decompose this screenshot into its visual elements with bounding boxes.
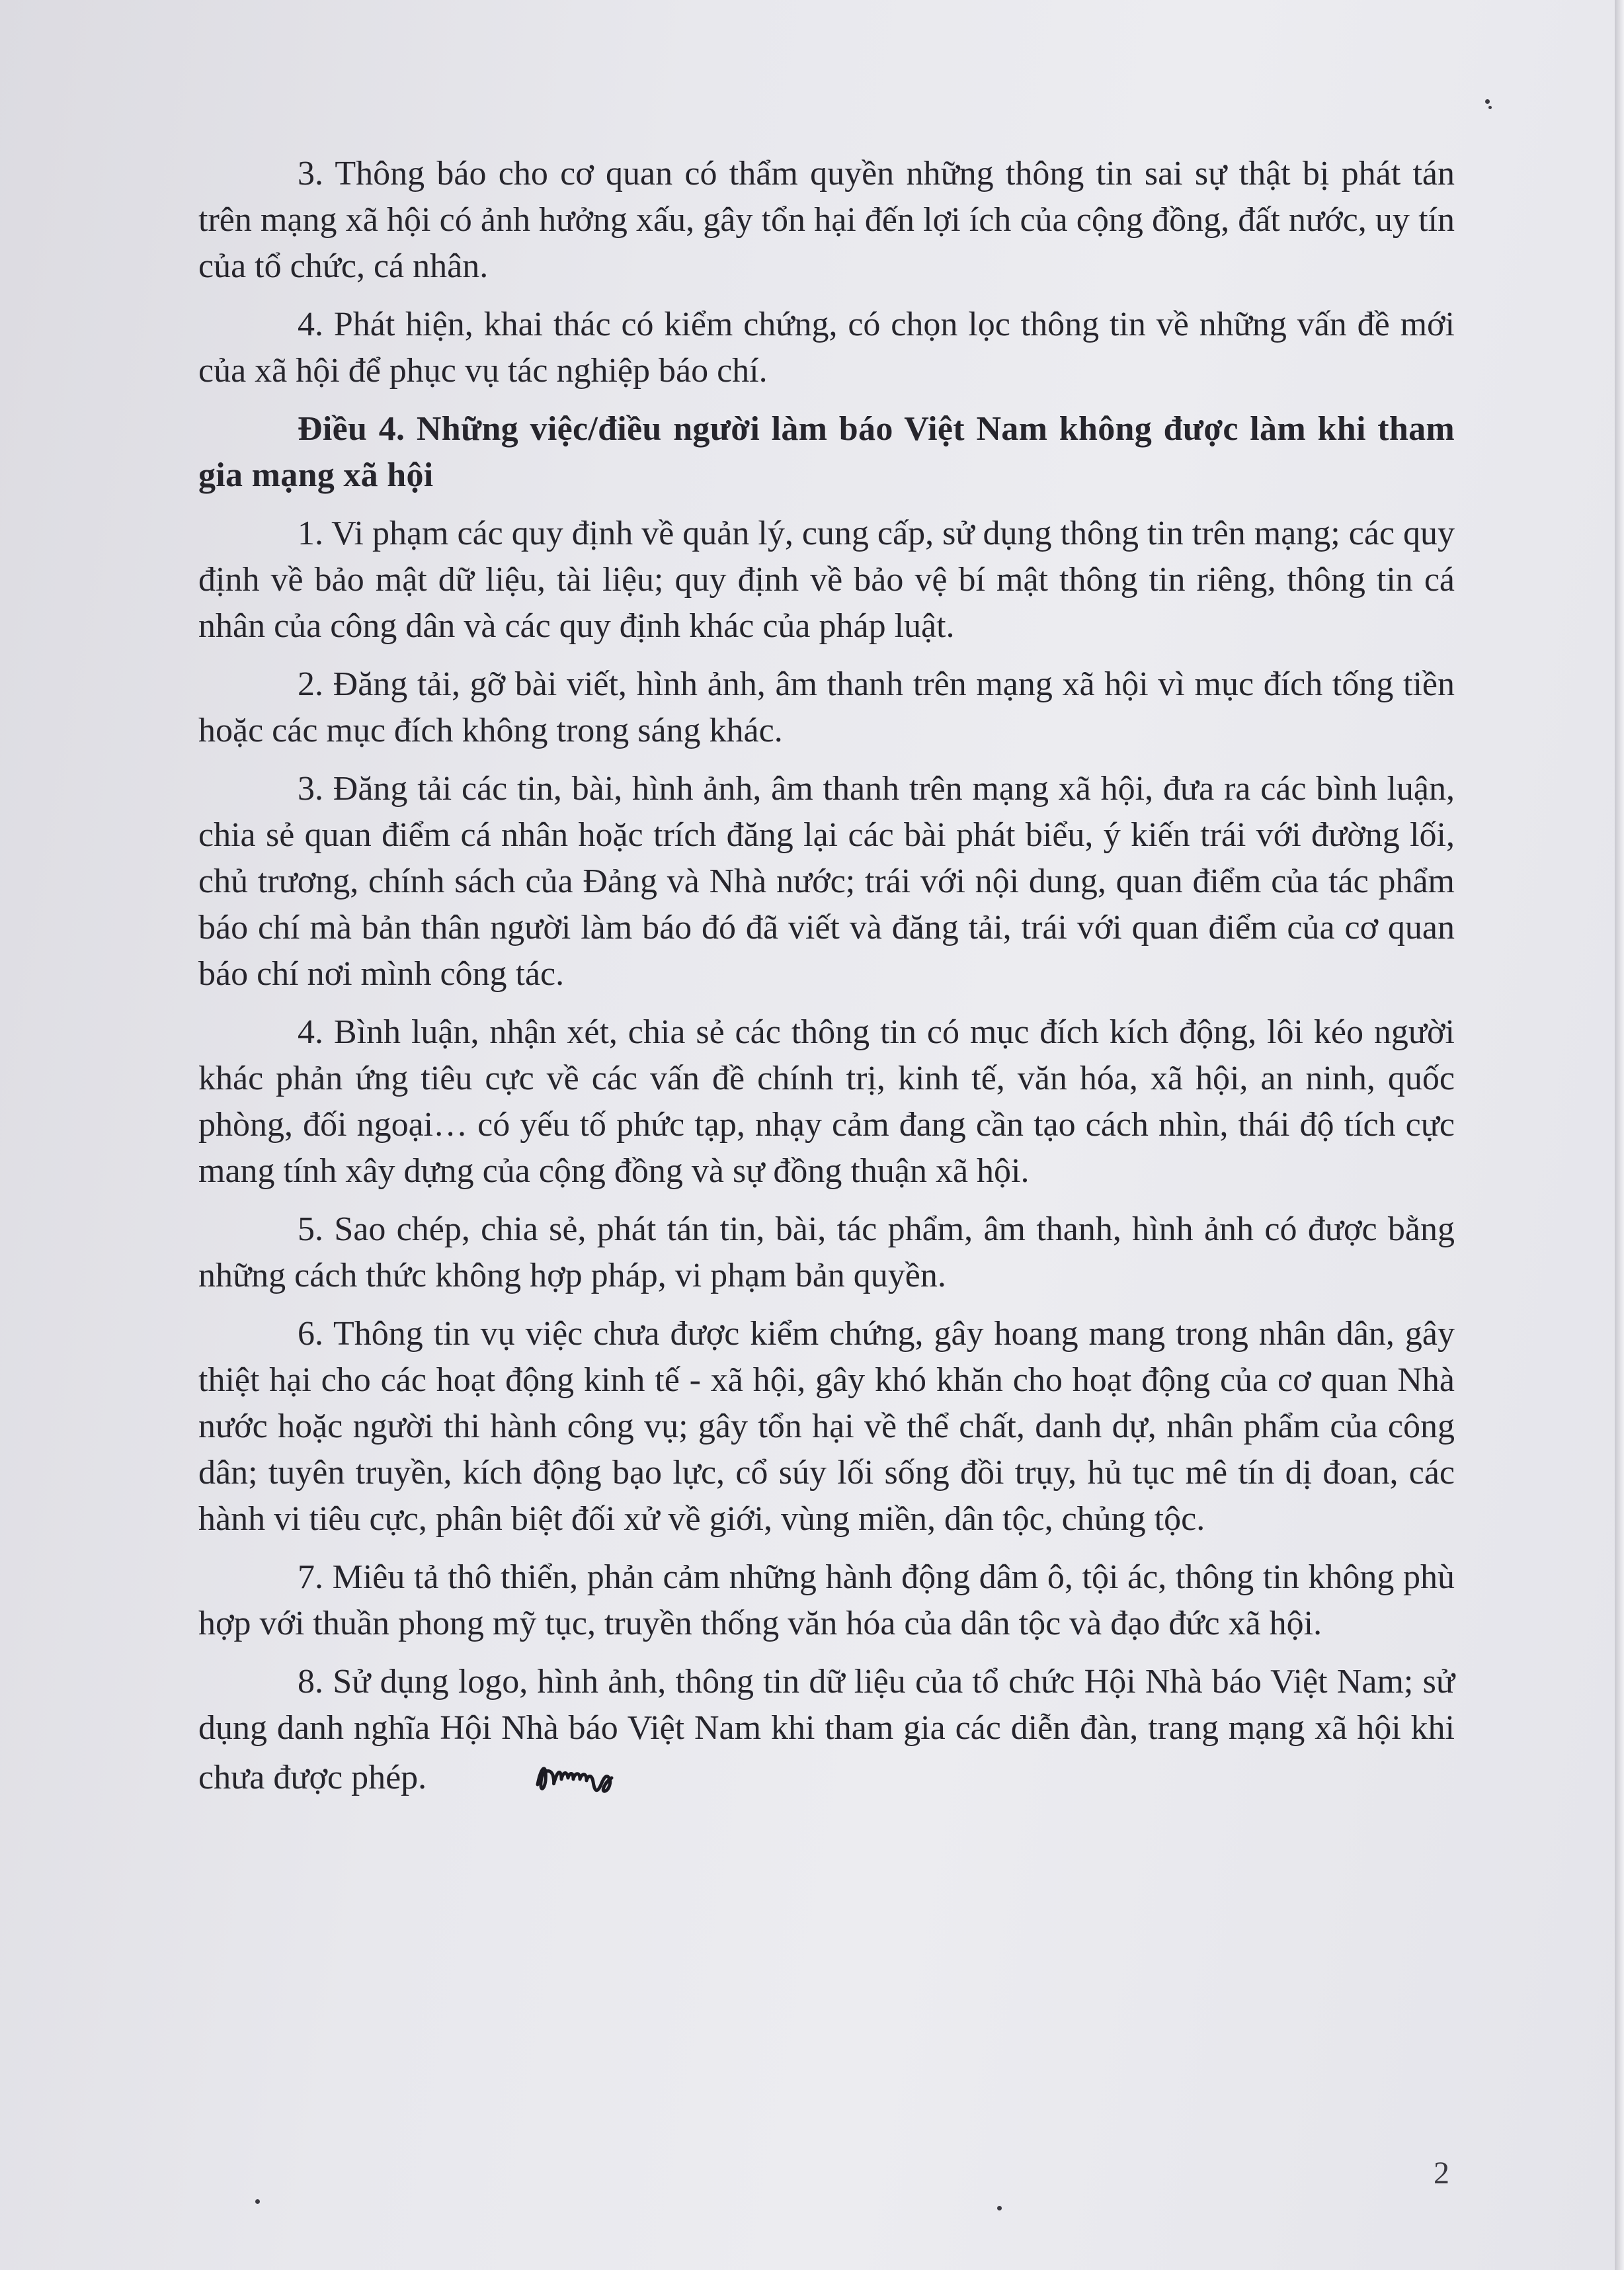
paragraph-article4-item-8-text: 8. Sử dụng logo, hình ảnh, thông tin dữ liệu của tổ chức Hội Nhà báo Việt Nam; sử dụng danh nghĩa Hội Nhà báo Việt Nam khi tham gia các diễn đàn, trang mạng xã hội khi chưa được phép.	[198, 1663, 1455, 1796]
paragraph-article4-item-3: 3. Đăng tải các tin, bài, hình ảnh, âm thanh trên mạng xã hội, đưa ra các bình luận, chia sẻ quan điểm cá nhân hoặc trích đăng lại các bài phát biểu, ý kiến trái với đường lối, chủ trương, chính sách của Đảng và Nhà nước; trái với nội dung, quan điểm của tác phẩm báo chí mà bản thân người làm báo đó đã viết và đăng tải, trái với quan điểm của cơ quan báo chí nơi mình công tác.	[198, 770, 1455, 993]
handwritten-initials-icon	[433, 1751, 625, 1810]
document-body	[198, 151, 1455, 1822]
paragraph-article4-item-1: 1. Vi phạm các quy định về quản lý, cung cấp, sử dụng thông tin trên mạng; các quy định về bảo mật dữ liệu, tài liệu; quy định về bảo vệ bí mật thông tin riêng, thông tin cá nhân của công dân và các quy định khác của pháp luật.	[198, 515, 1455, 645]
paragraph-article4-item-4: 4. Bình luận, nhận xét, chia sẻ các thông tin có mục đích kích động, lôi kéo người khác phản ứng tiêu cực về các vấn đề chính trị, kinh tế, văn hóa, xã hội, an ninh, quốc phòng, đối ngoại… có yếu tố phức tạp, nhạy cảm đang cần tạo cách nhìn, thái độ tích cực mang tính xây dựng của cộng đồng và sự đồng thuận xã hội.	[198, 1013, 1455, 1190]
paragraph-article4-item-2: 2. Đăng tải, gỡ bài viết, hình ảnh, âm thanh trên mạng xã hội vì mục đích tống tiền hoặc các mục đích không trong sáng khác.	[198, 665, 1455, 749]
paragraph-item-3: 3. Thông báo cho cơ quan có thẩm quyền những thông tin sai sự thật bị phát tán trên mạng xã hội có ảnh hưởng xấu, gây tổn hại đến lợi ích của cộng đồng, đất nước, uy tín của tổ chức, cá nhân.	[198, 155, 1455, 285]
speck-mark	[1485, 99, 1490, 104]
paragraph-item-4: 4. Phát hiện, khai thác có kiểm chứng, có chọn lọc thông tin về những vấn đề mới của xã hội để phục vụ tác nghiệp báo chí.	[198, 306, 1455, 390]
speck-mark	[997, 2206, 1002, 2210]
paragraph-article4-item-5: 5. Sao chép, chia sẻ, phát tán tin, bài, tác phẩm, âm thanh, hình ảnh có được bằng những cách thức không hợp pháp, vi phạm bản quyền.	[198, 1210, 1455, 1294]
page-number: 2	[1434, 2156, 1449, 2191]
page-edge	[1615, 0, 1624, 2270]
speck-mark	[255, 2199, 260, 2204]
paragraph-article4-item-6: 6. Thông tin vụ việc chưa được kiểm chứng, gây hoang mang trong nhân dân, gây thiệt hại cho các hoạt động kinh tế - xã hội, gây khó khăn cho hoạt động của cơ quan Nhà nước hoặc người thi hành công vụ; gây tổn hại về thể chất, danh dự, nhân phẩm của công dân; tuyên truyền, kích động bạo lực, cổ súy lối sống đồi trụy, hủ tục mê tín dị đoan, các hành vi tiêu cực, phân biệt đối xử về giới, vùng miền, dân tộc, chủng tộc.	[198, 1315, 1455, 1538]
paragraph-article4-item-8	[198, 1659, 1455, 1810]
speck-mark	[1488, 106, 1492, 109]
article-4-heading: Điều 4. Những việc/điều người làm báo Việt Nam không được làm khi tham gia mạng xã hội	[198, 410, 1455, 494]
paragraph-article4-item-7: 7. Miêu tả thô thiển, phản cảm những hành động dâm ô, tội ác, thông tin không phù hợp với thuần phong mỹ tục, truyền thống văn hóa của dân tộc và đạo đức xã hội.	[198, 1558, 1455, 1642]
